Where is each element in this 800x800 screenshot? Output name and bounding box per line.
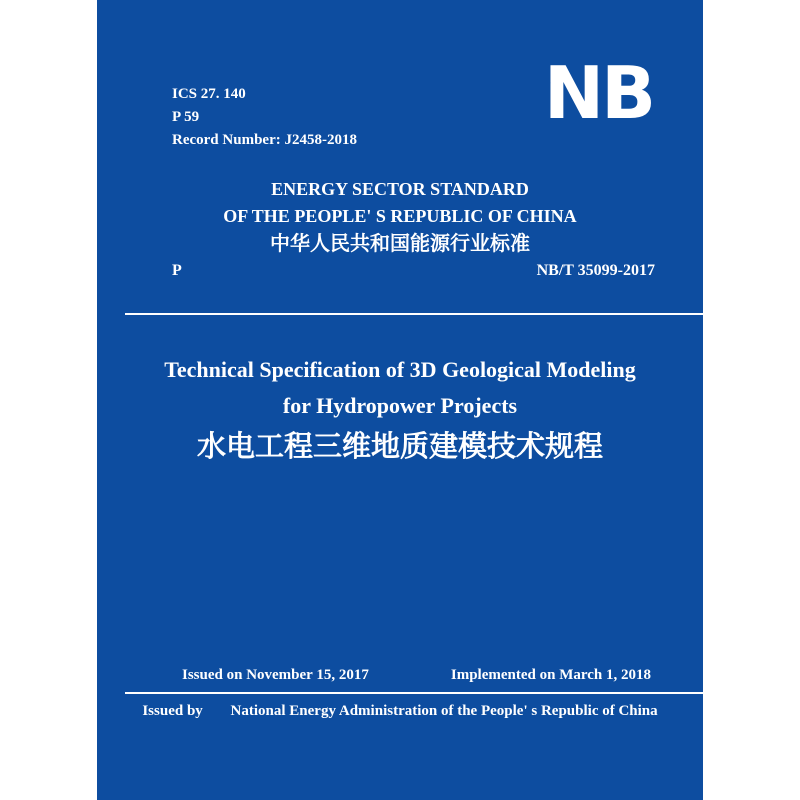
record-number: Record Number: J2458-2018 <box>172 132 357 148</box>
implemented-date: Implemented on March 1, 2018 <box>450 667 651 683</box>
title-en-line2: for Hydropower Projects <box>282 393 518 418</box>
heading-line-cn: 中华人民共和国能源行业标准 <box>270 231 530 255</box>
title-block <box>97 352 703 466</box>
issued-by-row <box>97 703 703 720</box>
heading-line2-en: OF THE PEOPLE' S REPUBLIC OF CHINA <box>223 206 577 226</box>
issued-by-label: Issued by <box>142 703 203 719</box>
title-cn: 水电工程三维地质建模技术规程 <box>196 429 603 463</box>
heading-line1-en: ENERGY SECTOR STANDARD <box>271 179 529 199</box>
divider-top <box>125 313 703 315</box>
classification-block <box>172 83 357 152</box>
divider-bottom <box>125 692 703 694</box>
standard-cover <box>97 0 703 800</box>
standard-code: NB/T 35099-2017 <box>536 262 655 279</box>
issued-by-value: National Energy Administration of the People' s Republic of China <box>230 703 658 719</box>
ics-code: ICS 27. 140 <box>172 86 246 102</box>
class-letter: P <box>172 262 182 279</box>
title-en-line1: Technical Specification of 3D Geological Modeling <box>164 357 636 382</box>
dates-row <box>182 667 651 684</box>
doc-category-code: P 59 <box>172 109 200 125</box>
nb-logo: NB <box>543 51 653 135</box>
standard-heading <box>97 176 703 257</box>
code-row <box>172 262 655 280</box>
issued-date: Issued on November 15, 2017 <box>182 667 369 683</box>
